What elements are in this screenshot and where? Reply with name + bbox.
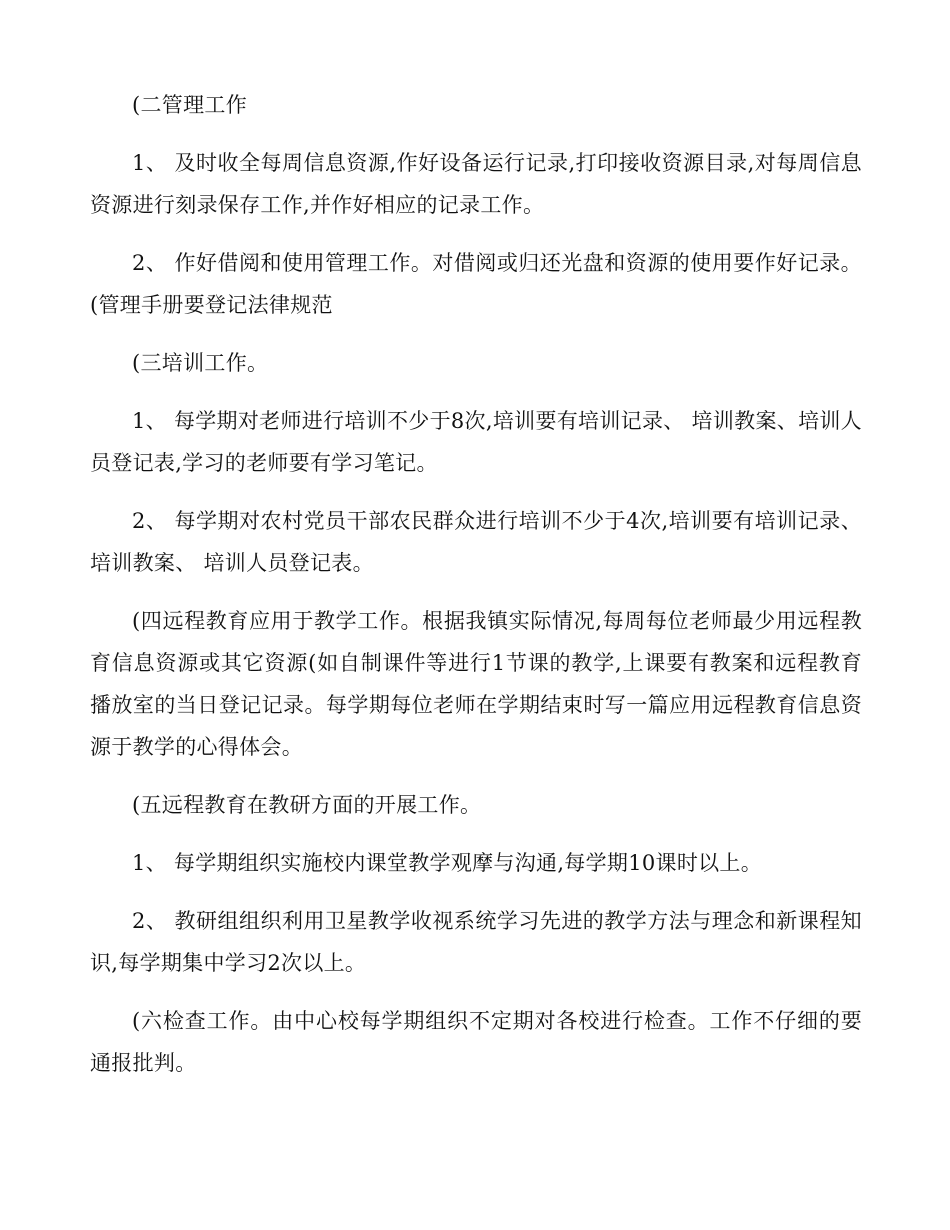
paragraph-classroom-observation: 1、 每学期组织实施校内课堂教学观摩与沟通,每学期10课时以上。 <box>132 851 763 875</box>
section-heading-management: (二管理工作 <box>132 93 247 117</box>
paragraph-weekly-resources: 1、 及时收全每周信息资源,作好设备运行记录,打印接收资源目录,对每周信息资源进行刻录保存工作,并作好相应的记录工作。 <box>90 151 862 217</box>
paragraph-rural-training: 2、 每学期对农村党员干部农民群众进行培训不少于4次,培训要有培训记录、 培训教案、 培训人员登记表。 <box>90 509 862 575</box>
section-inspection: (六检查工作。由中心校每学期组织不定期对各校进行检查。工作不仔细的要通报批判。 <box>90 1009 862 1075</box>
paragraph-satellite-learning: 2、 教研组组织利用卫星教学收视系统学习先进的教学方法与理念和新课程知识,每学期集中学习2次以上。 <box>90 909 862 975</box>
section-teaching-application: (四远程教育应用于教学工作。根据我镇实际情况,每周每位老师最少用远程教育信息资源或其它资源(如自制课件等进行1节课的教学,上课要有教案和远程教育播放室的当日登记记录。每学期每位老师在学期结束时写一篇应用远程教育信息资源于教学的心得体会。 <box>90 609 862 759</box>
section-heading-research: (五远程教育在教研方面的开展工作。 <box>132 793 482 817</box>
paragraph-borrowing-management: 2、 作好借阅和使用管理工作。对借阅或归还光盘和资源的使用要作好记录。(管理手册要登记法律规范 <box>90 251 862 317</box>
section-heading-training: (三培训工作。 <box>132 351 269 375</box>
paragraph-teacher-training: 1、 每学期对老师进行培训不少于8次,培训要有培训记录、 培训教案、培训人员登记表,学习的老师要有学习笔记。 <box>90 409 862 475</box>
document-body <box>90 84 862 1100</box>
